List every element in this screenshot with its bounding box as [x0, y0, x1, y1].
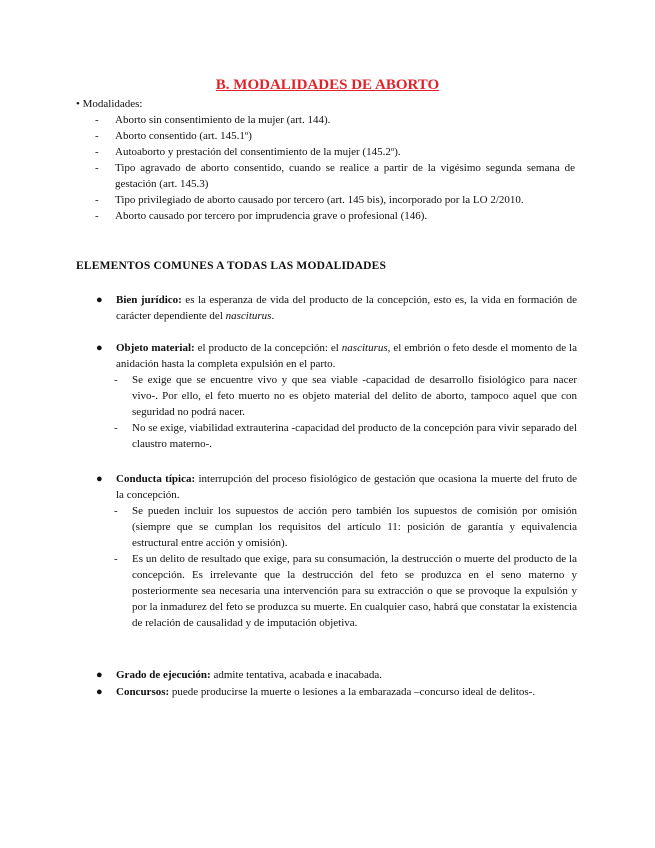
concursos-text: puede producirse la muerte o lesiones a la embarazada –concurso ideal de delitos-. [169, 686, 536, 698]
list-item: - Tipo privilegiado de aborto causado por tercero (art. 145 bis), incorporado por la LO 2/2010. [95, 192, 575, 208]
page-title [0, 77, 655, 94]
list-item: - No se exige, viabilidad extrauterina -capacidad del producto de la concepción para vivir separado del claustro materno-. [114, 420, 577, 452]
list-item: - Aborto consentido (art. 145.1º) [95, 128, 575, 144]
bien-juridico-end: . [271, 310, 275, 322]
objeto-material-sublist [114, 372, 577, 452]
page-title-text: B. MODALIDADES DE ABORTO [215, 77, 440, 93]
bullet-icon: ● [96, 294, 103, 306]
list-item: - Autoaborto y prestación del consentimiento de la mujer (145.2º). [95, 144, 575, 160]
bullet-row [96, 471, 577, 503]
objeto-material-label: Objeto material: [116, 342, 195, 354]
list-item: - Se exige que se encuentre vivo y que sea viable -capacidad de desarrollo fisiológico para nacer vivo-. Por ello, el feto muerto no es objeto material del delito de aborto, tampoco aquel que con seguridad no podrá nacer. [114, 372, 577, 420]
bullet-row [96, 340, 577, 372]
conducta-tipica-text: interrupción del proceso fisiológico de gestación que ocasiona la muerte del fruto de la concepción. [116, 473, 577, 501]
modalidades-list [95, 112, 575, 224]
bien-juridico-italic: nasciturus [225, 310, 272, 322]
bullet-row [96, 684, 577, 700]
concursos-block [96, 684, 577, 700]
grado-ejecucion-label: Grado de ejecución: [116, 669, 211, 681]
objeto-material-block [96, 340, 577, 452]
objeto-material-text: el producto de la concepción: el [194, 342, 342, 354]
bullet-icon: ● [96, 342, 103, 354]
section-heading: ELEMENTOS COMUNES A TODAS LAS MODALIDADES [76, 260, 387, 272]
bien-juridico-label: Bien jurídico: [116, 294, 182, 306]
list-item: - Aborto causado por tercero por imprudencia grave o profesional (146). [95, 208, 575, 224]
conducta-tipica-label: Conducta típica: [116, 473, 196, 485]
objeto-material-end: , el embrión o feto desde el momento de la anidación hasta la completa expulsión en el parto. [116, 342, 577, 370]
bullet-icon: ● [96, 669, 103, 681]
modalidades-intro: • Modalidades: [76, 98, 143, 110]
bullet-row [96, 292, 577, 324]
bien-juridico-block [96, 292, 577, 324]
conducta-tipica-block [96, 471, 577, 631]
grado-ejecucion-text: admite tentativa, acabada e inacabada. [210, 669, 383, 681]
conducta-tipica-sublist [114, 503, 577, 631]
bullet-icon: ● [96, 686, 103, 698]
concursos-label: Concursos: [116, 686, 170, 698]
list-item: - Tipo agravado de aborto consentido, cuando se realice a partir de la vigésimo segunda semana de gestación (art. 145.3) [95, 160, 575, 192]
grado-ejecucion-block [96, 667, 577, 683]
list-item: - Aborto sin consentimiento de la mujer (art. 144). [95, 112, 575, 128]
bullet-icon: ● [96, 473, 103, 485]
objeto-material-italic: nasciturus [341, 342, 388, 354]
list-item: - Se pueden incluir los supuestos de acción pero también los supuestos de comisión por omisión (siempre que se cumplan los requisitos del artículo 11: posición de garantía y equivalencia estructural entre acción y omisión). [114, 503, 577, 551]
bullet-row [96, 667, 577, 683]
list-item: - Es un delito de resultado que exige, para su consumación, la destrucción o muerte del producto de la concepción. Es irrelevante que la destrucción del feto se produzca en el seno materno y posteriormente sea necesaria una intervención para su extracción o que se provoque la expulsión y por la inmadurez del feto se produzca su muerte. En cualquier caso, habrá que constatar la existencia de relación de causalidad y de imputación objetiva. [114, 551, 577, 631]
bien-juridico-text: es la esperanza de vida del producto de la concepción, esto es, la vida en formación de carácter dependiente del [116, 294, 577, 322]
